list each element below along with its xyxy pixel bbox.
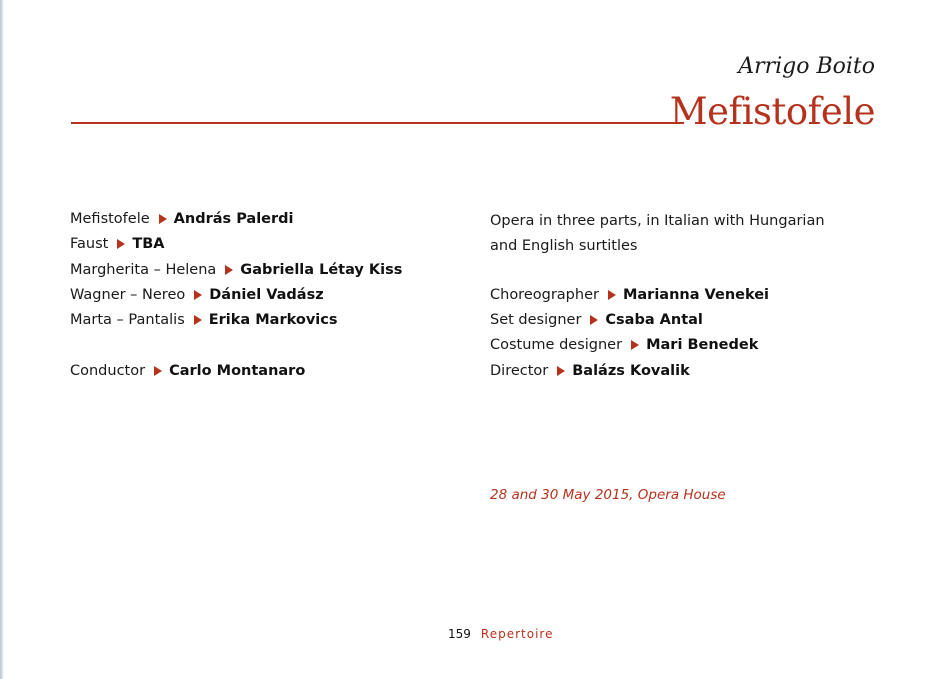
performer-name: Csaba Antal (605, 312, 703, 329)
arrow-icon (608, 290, 616, 300)
role-name: Mefistofele (70, 211, 150, 227)
performer-name: Mari Benedek (646, 337, 759, 354)
role-name: Conductor (70, 362, 146, 379)
arrow-icon (154, 366, 162, 376)
performer-name: Carlo Montanaro (169, 362, 306, 379)
creative-row (490, 361, 825, 386)
creative-row (490, 310, 825, 335)
arrow-icon (117, 239, 125, 249)
performer-name: András Palerdi (173, 211, 294, 227)
role-name: Set designer (490, 312, 582, 329)
title-rule (71, 122, 684, 124)
cast-row (70, 260, 402, 285)
row-spacer (70, 335, 402, 360)
role-name: Wagner – Nereo (70, 286, 186, 303)
arrow-icon (631, 340, 639, 350)
composer-name: Arrigo Boito (738, 54, 875, 79)
conductor-row (70, 361, 402, 386)
role-name: Marta – Pantalis (70, 312, 185, 329)
role-name: Faust (70, 236, 109, 253)
binding-edge (0, 0, 4, 679)
page-footer (448, 627, 553, 641)
creative-row (490, 335, 825, 360)
role-name: Director (490, 362, 549, 379)
performer-name: Marianna Venekei (622, 286, 770, 303)
description-line: and English surtitles (490, 238, 638, 255)
cast-row (70, 234, 402, 259)
arrow-icon (194, 290, 202, 300)
cast-column (70, 209, 402, 386)
performer-name: Dániel Vadász (209, 286, 324, 303)
performer-name: Balázs Kovalik (572, 362, 690, 379)
production-column (490, 209, 825, 386)
role-name: Costume designer (490, 337, 623, 354)
creative-row (490, 285, 825, 310)
section-name: Repertoire (480, 627, 554, 641)
cast-row (70, 285, 402, 310)
arrow-icon (194, 315, 202, 325)
performer-name: TBA (132, 236, 165, 253)
arrow-icon (590, 315, 598, 325)
arrow-icon (159, 214, 167, 224)
arrow-icon (225, 265, 233, 275)
description-line: Opera in three parts, in Italian with Hungarian (490, 213, 825, 229)
page-number: 159 (448, 627, 471, 641)
performer-name: Erika Markovics (208, 312, 338, 329)
cast-row (70, 310, 402, 335)
performance-dates: 28 and 30 May 2015, Opera House (490, 487, 726, 503)
row-spacer (490, 260, 825, 285)
performer-name: Gabriella Létay Kiss (240, 261, 403, 278)
role-name: Choreographer (490, 286, 599, 303)
arrow-icon (557, 366, 565, 376)
opera-title: Mefistofele (669, 90, 875, 133)
cast-row (70, 209, 402, 234)
role-name: Margherita – Helena (70, 261, 217, 278)
